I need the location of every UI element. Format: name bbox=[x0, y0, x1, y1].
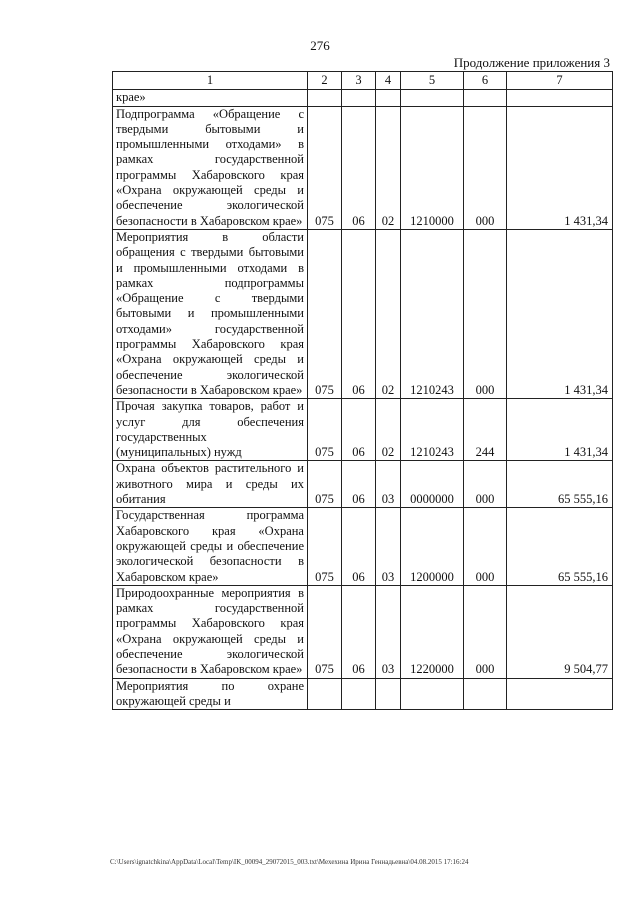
cell-target-article: 0000000 bbox=[401, 461, 464, 508]
cell-target-article: 1210243 bbox=[401, 399, 464, 461]
cell-section: 06 bbox=[342, 508, 376, 585]
cell-subsection: 02 bbox=[376, 229, 401, 398]
column-header: 2 bbox=[308, 72, 342, 90]
cell-target-article: 1220000 bbox=[401, 585, 464, 678]
cell-expense-type: 000 bbox=[464, 585, 507, 678]
cell-expense-type: 000 bbox=[464, 106, 507, 229]
cell-section: 06 bbox=[342, 461, 376, 508]
cell-amount: 1 431,34 bbox=[507, 229, 613, 398]
row-name: Прочая закупка товаров, работ и услуг для обеспечения государственных (муниципальных) нужд bbox=[113, 399, 308, 461]
cell-subsection bbox=[376, 90, 401, 106]
cell-amount: 65 555,16 bbox=[507, 461, 613, 508]
appendix-continuation-note: Продолжение приложения 3 bbox=[453, 55, 610, 70]
cell-section: 06 bbox=[342, 399, 376, 461]
table-row bbox=[113, 399, 613, 461]
cell-target-article: 1210000 bbox=[401, 106, 464, 229]
cell-ministry-code: 075 bbox=[308, 229, 342, 398]
cell-target-article bbox=[401, 90, 464, 106]
column-header: 4 bbox=[376, 72, 401, 90]
row-name: Природоохранные мероприятия в рамках государственной программы Хабаровского края «Охрана окружающей среды и обеспечение экологической безопасности в Хабаровском крае» bbox=[113, 585, 308, 678]
cell-subsection bbox=[376, 678, 401, 710]
cell-section: 06 bbox=[342, 229, 376, 398]
table-header-row bbox=[113, 72, 613, 90]
row-name: Государственная программа Хабаровского края «Охрана окружающей среды и обеспечение экологической безопасности в Хабаровском крае» bbox=[113, 508, 308, 585]
table-row bbox=[113, 229, 613, 398]
cell-ministry-code bbox=[308, 678, 342, 710]
cell-expense-type: 000 bbox=[464, 461, 507, 508]
cell-expense-type: 000 bbox=[464, 229, 507, 398]
cell-section: 06 bbox=[342, 106, 376, 229]
table-row bbox=[113, 585, 613, 678]
cell-target-article bbox=[401, 678, 464, 710]
table-row bbox=[113, 461, 613, 508]
column-header: 5 bbox=[401, 72, 464, 90]
cell-amount bbox=[507, 678, 613, 710]
page-number: 276 bbox=[310, 38, 330, 53]
cell-subsection: 03 bbox=[376, 461, 401, 508]
cell-subsection: 02 bbox=[376, 399, 401, 461]
row-name: Охрана объектов растительного и животного мира и среды их обитания bbox=[113, 461, 308, 508]
cell-section: 06 bbox=[342, 585, 376, 678]
cell-expense-type bbox=[464, 678, 507, 710]
cell-amount bbox=[507, 90, 613, 106]
row-name: Мероприятия в области обращения с твердыми бытовыми и промышленными отходами в рамках подпрограммы «Обращение с твердыми бытовыми и промышленными отходами» государственной программы Хабаровского края «Охрана окружающей среды и обеспечение экологической безопасности в Хабаровском крае» bbox=[113, 229, 308, 398]
cell-ministry-code: 075 bbox=[308, 461, 342, 508]
cell-expense-type bbox=[464, 90, 507, 106]
column-header: 3 bbox=[342, 72, 376, 90]
cell-expense-type: 000 bbox=[464, 508, 507, 585]
column-header: 7 bbox=[507, 72, 613, 90]
cell-amount: 65 555,16 bbox=[507, 508, 613, 585]
cell-amount: 9 504,77 bbox=[507, 585, 613, 678]
row-name: Подпрограмма «Обращение с твердыми бытовыми и промышленными отходами» в рамках государственной программы Хабаровского края «Охрана окружающей среды и обеспечение экологической безопасности в Хабаровском крае» bbox=[113, 106, 308, 229]
cell-subsection: 03 bbox=[376, 585, 401, 678]
table-row bbox=[113, 90, 613, 106]
cell-section bbox=[342, 678, 376, 710]
row-name: Мероприятия по охране окружающей среды и bbox=[113, 678, 308, 710]
cell-expense-type: 244 bbox=[464, 399, 507, 461]
cell-subsection: 02 bbox=[376, 106, 401, 229]
cell-ministry-code bbox=[308, 90, 342, 106]
column-header: 1 bbox=[113, 72, 308, 90]
cell-target-article: 1210243 bbox=[401, 229, 464, 398]
column-header: 6 bbox=[464, 72, 507, 90]
cell-ministry-code: 075 bbox=[308, 399, 342, 461]
cell-ministry-code: 075 bbox=[308, 585, 342, 678]
file-path-footer: C:\Users\ignatchkina\AppData\Local\Temp\IK_00094_29072015_003.txt\Мехехина Ирина Геннадьевна\04.08.2015 17:16:24 bbox=[110, 858, 469, 866]
cell-ministry-code: 075 bbox=[308, 106, 342, 229]
row-name: крае» bbox=[113, 90, 308, 106]
cell-amount: 1 431,34 bbox=[507, 106, 613, 229]
cell-amount: 1 431,34 bbox=[507, 399, 613, 461]
cell-section bbox=[342, 90, 376, 106]
table-row bbox=[113, 508, 613, 585]
table-row bbox=[113, 106, 613, 229]
table-row bbox=[113, 678, 613, 710]
budget-table bbox=[112, 71, 613, 710]
cell-target-article: 1200000 bbox=[401, 508, 464, 585]
cell-subsection: 03 bbox=[376, 508, 401, 585]
cell-ministry-code: 075 bbox=[308, 508, 342, 585]
